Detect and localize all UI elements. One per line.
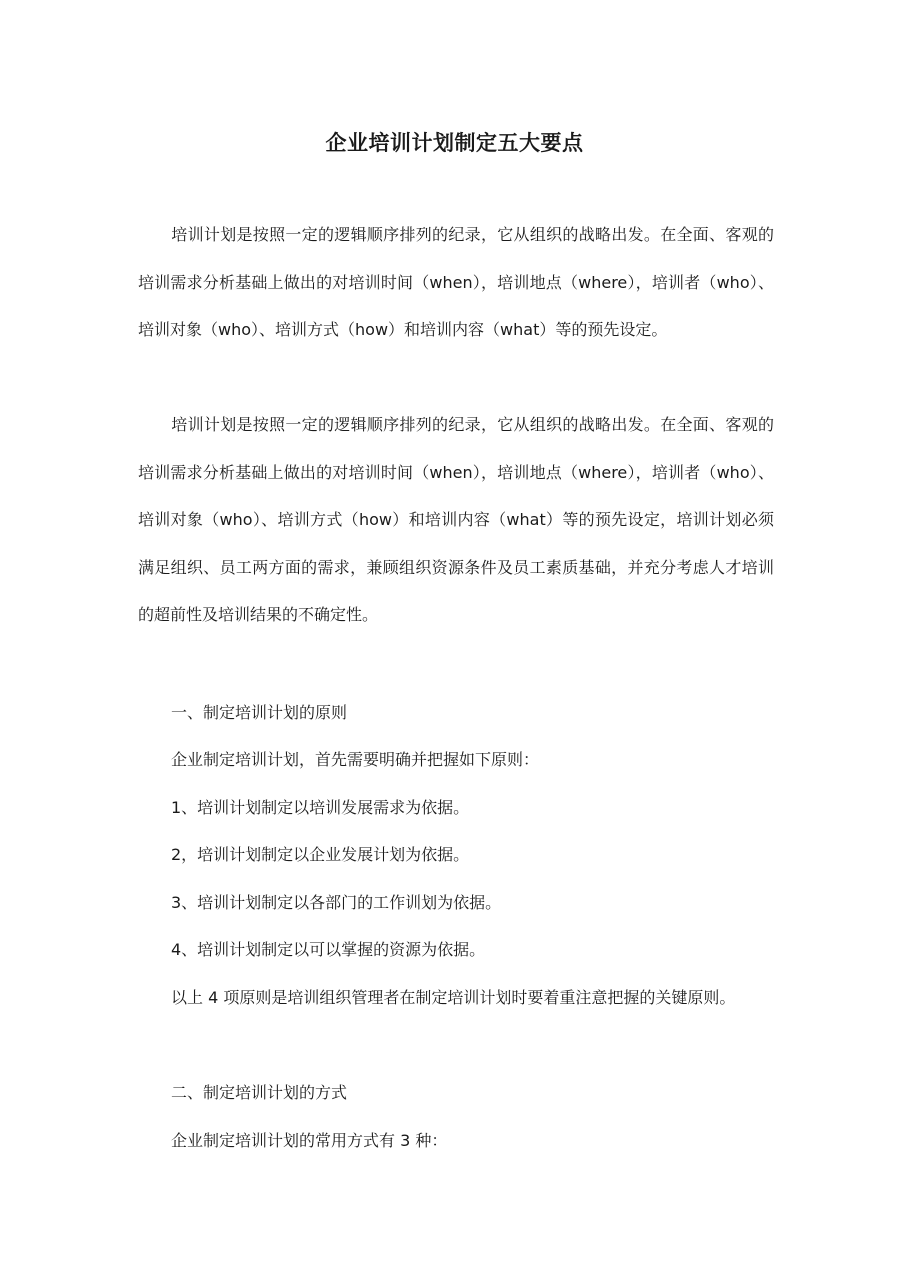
section1-item-2: 2，培训计划制定以企业发展计划为依据。 xyxy=(171,845,470,864)
paragraph-text: 培训计划是按照一定的逻辑顺序排列的纪录，它从组织的战略出发。在全面、客观的培训需求分析基础上做出的对培训时间（when），培训地点（where），培训者（who）、培训对象（who）、培训方式（how）和培训内容（what）等的预先设定，培训计划必须满足组织、员工两方面的需求，兼顾组织资源条件及员工素质基础，并充分考虑人才培训的超前性及培训结果的不确定性。 xyxy=(138,415,774,624)
section2-intro: 企业制定培训计划的常用方式有 3 种： xyxy=(171,1131,448,1150)
paragraph-text: 培训计划是按照一定的逻辑顺序排列的纪录，它从组织的战略出发。在全面、客观的培训需求分析基础上做出的对培训时间（when），培训地点（where），培训者（who）、培训对象（who）、培训方式（how）和培训内容（what）等的预先设定。 xyxy=(138,225,774,339)
paragraph-intro-1 xyxy=(138,211,774,354)
section1-heading: 一、制定培训计划的原则 xyxy=(171,703,348,722)
section1-item-1: 1、培训计划制定以培训发展需求为依据。 xyxy=(171,798,470,817)
section1-item-3: 3、培训计划制定以各部门的工作训划为依据。 xyxy=(171,893,502,912)
document-title: 企业培训计划制定五大要点 xyxy=(325,131,584,155)
paragraph-intro-2 xyxy=(138,401,774,639)
section1-intro: 企业制定培训计划，首先需要明确并把握如下原则： xyxy=(171,750,540,769)
section1-summary: 以上 4 项原则是培训组织管理者在制定培训计划时要着重注意把握的关键原则。 xyxy=(171,988,736,1007)
section2-heading: 二、制定培训计划的方式 xyxy=(171,1083,348,1102)
section1-item-4: 4、培训计划制定以可以掌握的资源为依据。 xyxy=(171,940,486,959)
